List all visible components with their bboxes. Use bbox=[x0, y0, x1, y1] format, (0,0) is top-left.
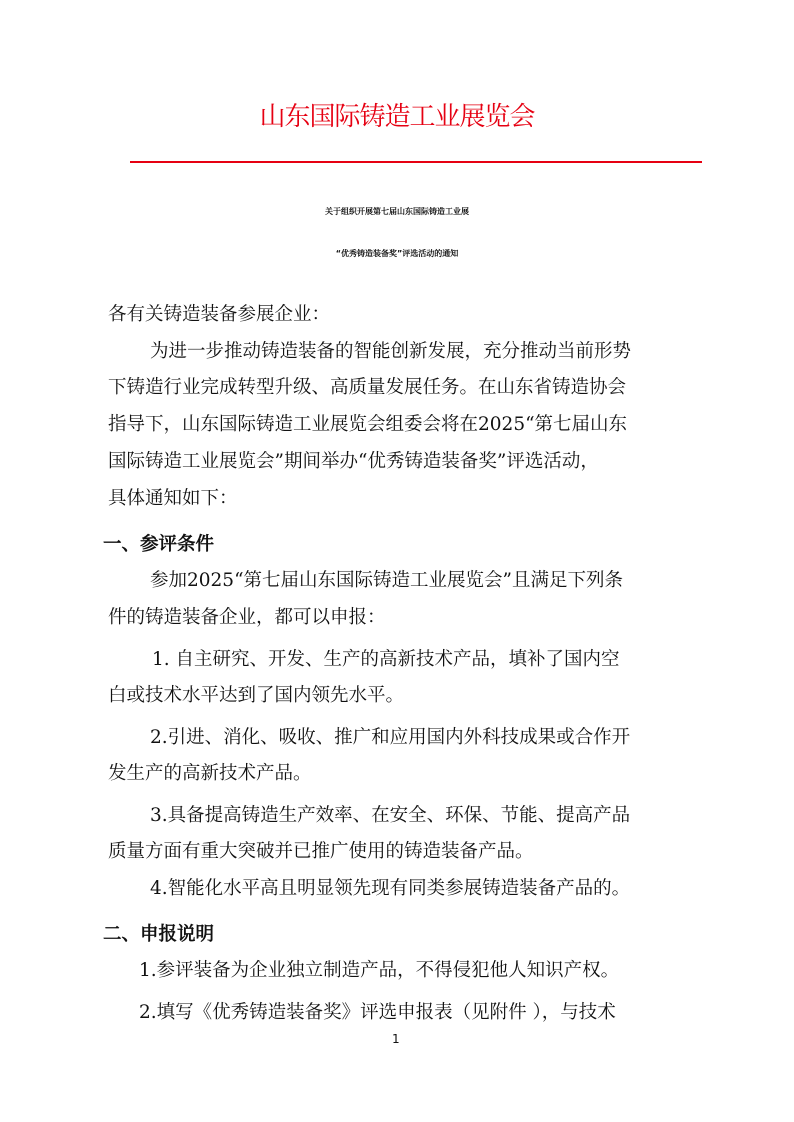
criteria-item-line: 白或技术水平达到了国内领先水平。 bbox=[108, 685, 405, 706]
intro-line: 下铸造行业完成转型升级、高质量发展任务。在山东省铸造协会 bbox=[108, 377, 627, 398]
section-heading-criteria: 一、参评条件 bbox=[103, 534, 215, 555]
org-header: 山东国际铸造工业展览会 bbox=[259, 102, 535, 132]
criteria-lead-line: 参加2025“第七届山东国际铸造工业展览会”且满足下列条 bbox=[150, 570, 623, 591]
intro-line: 国际铸造工业展览会”期间举办“优秀铸造装备奖”评选活动， bbox=[108, 451, 599, 472]
criteria-item-line: 3.具备提高铸造生产效率、在安全、环保、节能、提高产品 bbox=[150, 805, 631, 826]
instruction-item-line: 1.参评装备为企业独立制造产品，不得侵犯他人知识产权。 bbox=[139, 960, 620, 981]
instruction-item-line: 2.填写《优秀铸造装备奖》评选申报表（见附件 ），与技术 bbox=[139, 1002, 616, 1023]
criteria-item-line: 发生产的高新技术产品。 bbox=[108, 763, 312, 784]
criteria-item-line: 1. 自主研究、开发、生产的高新技术产品，填补了国内空 bbox=[152, 649, 620, 670]
criteria-item-line: 2.引进、消化、吸收、推广和应用国内外科技成果或合作开 bbox=[150, 727, 631, 748]
criteria-item-line: 4.智能化水平高且明显领先现有同类参展铸造装备产品的。 bbox=[150, 878, 631, 899]
criteria-item-line: 质量方面有重大突破并已推广使用的铸造装备产品。 bbox=[108, 841, 534, 862]
intro-line: 具体通知如下： bbox=[108, 488, 238, 509]
criteria-lead-line: 件的铸造装备企业，都可以申报： bbox=[108, 607, 386, 628]
intro-line: 指导下，山东国际铸造工业展览会组委会将在2025“第七届山东 bbox=[108, 414, 628, 435]
intro-line: 为进一步推动铸造装备的智能创新发展，充分推动当前形势 bbox=[150, 341, 632, 362]
notice-title-line-1: 关于组织开展第七届山东国际铸造工业展 bbox=[325, 207, 469, 216]
notice-title-line-2: “优秀铸造装备奖”评选活动的通知 bbox=[335, 249, 459, 258]
salutation: 各有关铸造装备参展企业： bbox=[108, 304, 331, 325]
section-heading-instructions: 二、申报说明 bbox=[103, 924, 215, 945]
page-number: 1 bbox=[392, 1032, 400, 1046]
header-divider bbox=[130, 161, 702, 163]
